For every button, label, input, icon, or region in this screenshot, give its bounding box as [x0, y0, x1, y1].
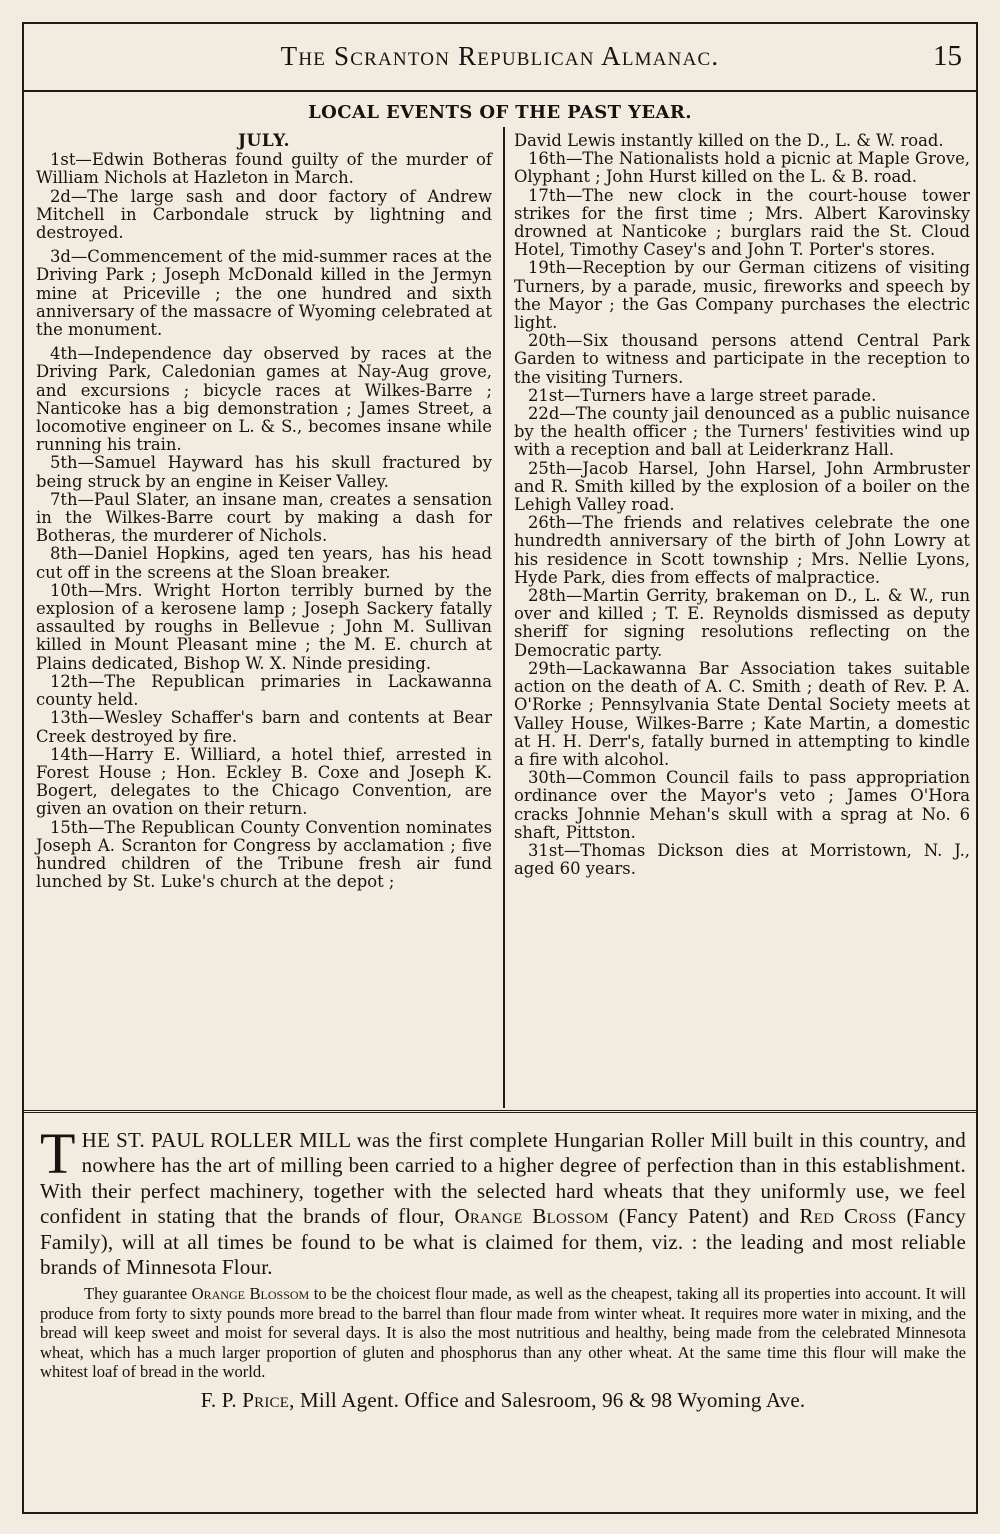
event-entry: 28th—Martin Gerrity, brakeman on D., L. & W., run over and killed ; T. E. Reynolds dismissed as deputy sheriff for signing resolutions reflecting on the Democratic party. — [514, 586, 970, 660]
event-entry: 21st—Turners have a large street parade. — [528, 385, 877, 405]
advert-lead-text: was the first complete Hungarian Roller Mill built in this country, and nowhere has the art of milling been carried to a higher degree of perfection than in this establishment. With their perfect machinery, together with the selected hard wheats that they uniformly use, we feel confident in stating that the brands of flour, — [40, 1128, 966, 1229]
brand-name: Orange Blossom — [454, 1204, 609, 1229]
event-entry: 31st—Thomas Dickson dies at Morristown, N. J., aged 60 years. — [514, 840, 970, 879]
event-entry: 3d—Commencement of the mid-summer races at the Driving Park ; Joseph McDonald killed in the Jermyn mine at Priceville ; the one hundred and sixth anniversary of the massacre of Wyoming celebrated at the monument. — [36, 247, 492, 340]
event-entry: 30th—Common Council fails to pass appropriation ordinance over the Mayor's veto ; James O'Hora cracks Johnnie Mehan's skull with a sprag at No. 6 shaft, Pittston. — [514, 768, 970, 842]
event-entry: 12th—The Republican primaries in Lackawanna county held. — [36, 671, 492, 710]
page-header — [24, 24, 976, 92]
event-entry: 1st—Edwin Botheras found guilty of the murder of William Nichols at Hazleton in March. — [36, 150, 492, 188]
event-entry: 22d—The county jail denounced as a public nuisance by the health officer ; the Turners' festivities wind up with a reception and ball at Leiderkranz Hall. — [514, 404, 970, 460]
advert-lead-paragraph — [40, 1121, 966, 1280]
event-entry: 4th—Independence day observed by races at the Driving Park, Caledonian games at Nay-Aug grove, and excursions ; bicycle races at Wilkes-Barre ; Nanticoke has a big demonstration ; James Street, a locomotive engineer on L. & S., becomes insane while running his train. — [36, 344, 492, 455]
roller-mill-advert — [40, 1121, 966, 1413]
event-entry: 5th—Samuel Hayward has his skull fractured by being struck by an engine in Keiser Valley. — [36, 453, 492, 491]
brand-name: Red Cross — [799, 1204, 897, 1229]
advert-footer — [40, 1388, 966, 1413]
events-left-column — [36, 132, 492, 891]
advert-divider — [24, 1110, 976, 1113]
brand-name: Orange Blossom — [191, 1284, 310, 1304]
drop-cap: T — [40, 1121, 76, 1186]
advert-lead-text: (Fancy Patent) and — [608, 1204, 800, 1229]
advert-body-text: They guarantee — [84, 1284, 192, 1304]
event-entry: 8th—Daniel Hopkins, aged ten years, has his head cut off in the screens at the Sloan breaker. — [36, 544, 492, 582]
almanac-title: The Scranton Republican Almanac. — [280, 41, 720, 71]
event-entry: 16th—The Nationalists hold a picnic at Maple Grove, Olyphant ; John Hurst killed on the L. & B. road. — [514, 149, 970, 187]
event-entry: 29th—Lackawanna Bar Association takes suitable action on the death of A. C. Smith ; death of Rev. P. A. O'Rorke ; Pennsylvania State Dental Society meets at Valley House, Wilkes-Barre ; Kate Martin, a domestic at H. H. Derr's, fatally burned in attempting to kindle a fire with alcohol. — [514, 658, 970, 769]
event-entry: 20th—Six thousand persons attend Central Park Garden to witness and participate in the reception to the visiting Turners. — [514, 331, 970, 387]
event-entry: 19th—Reception by our German citizens of visiting Turners, by a parade, music, fireworks and speech by the Mayor ; the Gas Company purchases the electric light. — [514, 258, 970, 333]
almanac-page — [22, 22, 978, 1514]
event-entry: 26th—The friends and relatives celebrate the one hundredth anniversary of the birth of John Lowry at his residence in Scott township ; Mrs. Nellie Lyons, Hyde Park, dies from effects of malpractice. — [514, 513, 970, 587]
month-heading: JULY. — [237, 131, 291, 151]
event-entry: 7th—Paul Slater, an insane man, creates a sensation in the Wilkes-Barre court by making a dash for Botheras, the murderer of Nichols. — [36, 489, 492, 546]
advert-body-text: to be the choicest flour made, as well as the cheapest, taking all its properties into account. It will produce from forty to sixty pounds more bread to the barrel than flour made from winter wheat. It requires more water in mixing, and the bread will keep sweet and moist for several days. It is also the most nutritious and healthy, being made from the celebrated Minnesota wheat, which has a much larger proportion of gluten and phosphorus than any other wheat. At the same time this flour will make the whitest loaf of bread in the world. — [40, 1284, 966, 1382]
agent-address: , Mill Agent. Office and Salesroom, 96 & 98 Wyoming Ave. — [289, 1388, 806, 1413]
advert-lead-caps: HE ST. PAUL ROLLER MILL — [81, 1128, 351, 1152]
event-continuation: David Lewis instantly killed on the D., L. & W. road. — [514, 131, 944, 150]
page-number: 15 — [933, 40, 962, 72]
event-entry: 14th—Harry E. Williard, a hotel thief, arrested in Forest House ; Hon. Eckley B. Coxe and Joseph K. Bogert, delegates to the Chicago Convention, are given an ovation on their return. — [36, 744, 492, 819]
agent-name: F. P. Price — [200, 1388, 290, 1413]
advert-body-paragraph — [40, 1284, 966, 1381]
events-right-column — [514, 132, 970, 878]
advert-lead-text: (Fancy Family), will at all times be found to be what is claimed for them, viz. : the leading and most reliable brands of Minnesota Flour. — [40, 1204, 966, 1280]
event-entry: 13th—Wesley Schaffer's barn and contents at Bear Creek destroyed by fire. — [36, 708, 492, 746]
event-entry: 2d—The large sash and door factory of Andrew Mitchell in Carbondale struck by lightning and destroyed. — [36, 186, 492, 243]
event-entry: 10th—Mrs. Wright Horton terribly burned by the explosion of a kerosene lamp ; Joseph Sackery fatally assaulted by roughs in Bellevue ; John M. Sullivan killed in Mount Pleasant mine ; the M. E. church at Plains dedicated, Bishop W. X. Ninde presiding. — [36, 580, 492, 673]
event-entry: 25th—Jacob Harsel, John Harsel, John Armbruster and R. Smith killed by the explosion of a boiler on the Lehigh Valley road. — [514, 458, 970, 515]
event-entry: 17th—The new clock in the court-house tower strikes for the first time ; Mrs. Albert Karovinsky drowned at Nanticoke ; burglars raid the St. Cloud Hotel, Timothy Casey's and John T. Porter's stores. — [514, 185, 970, 260]
column-divider — [503, 127, 505, 1108]
event-entry: 15th—The Republican County Convention nominates Joseph A. Scranton for Congress by acclamation ; five hundred children of the Tribune fresh air fund lunched by St. Luke's church at the depot ; — [36, 817, 492, 892]
section-title: LOCAL EVENTS OF THE PAST YEAR. — [308, 102, 692, 123]
